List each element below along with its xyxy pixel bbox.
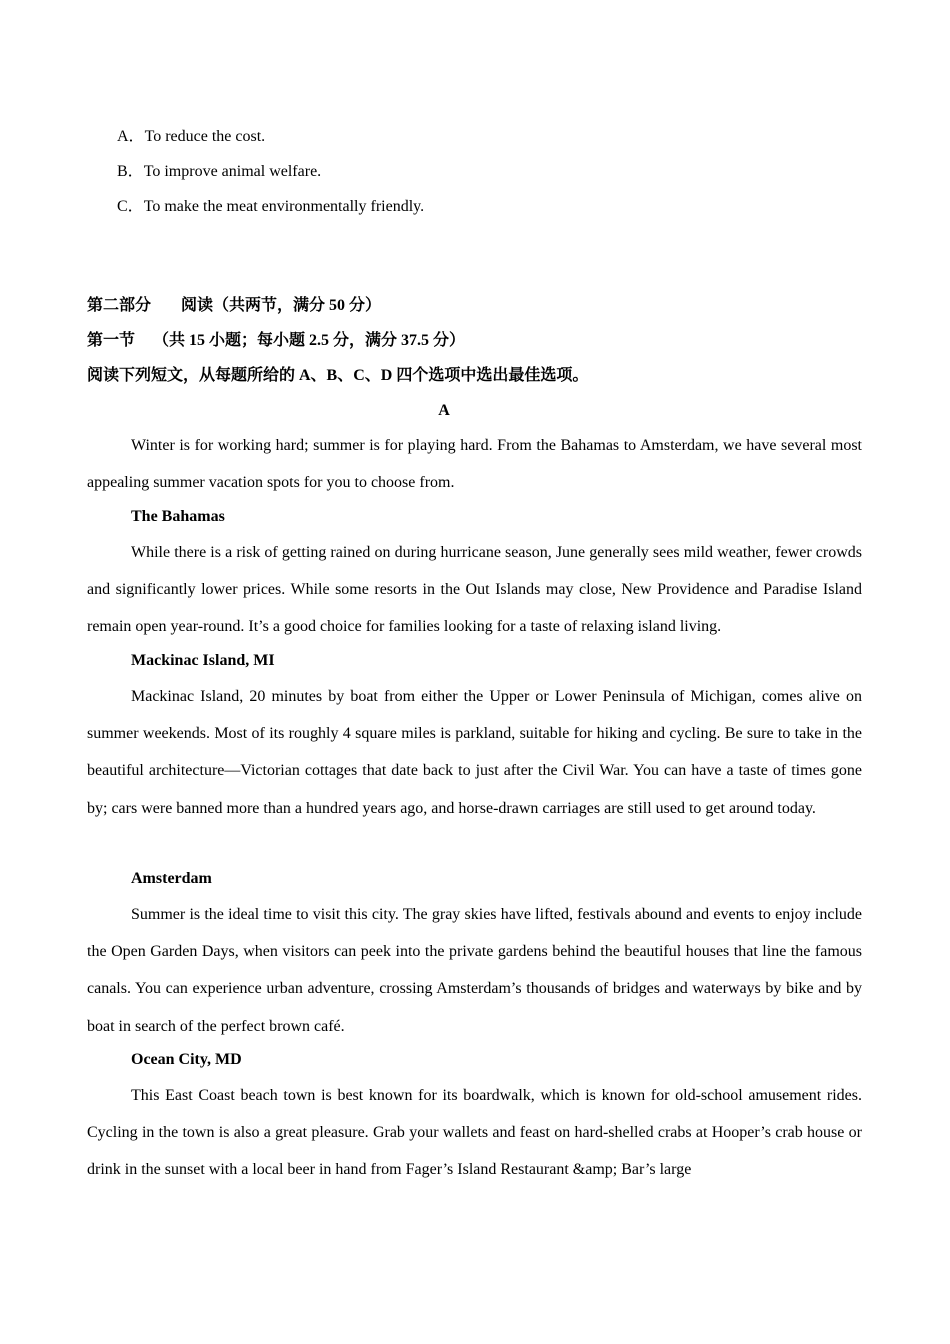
answer-option-a	[117, 127, 265, 147]
part-heading	[87, 296, 381, 316]
part-title: 阅读（共两节，满分 50 分）	[181, 297, 382, 314]
spot-paragraph-bahamas: While there is a risk of getting rained on during hurricane season, June generally sees mild weather, fewer crowds and significantly lower prices. While some resorts in the Out Islands may close, New Providence and Paradise Island remain open year-round. It’s a good choice for families looking for a taste of relaxing island living.	[87, 544, 862, 636]
section-heading	[87, 331, 465, 351]
spot-paragraph-mackinac: Mackinac Island, 20 minutes by boat from either the Upper or Lower Peninsula of Michigan, comes alive on summer weekends. Most of its roughly 4 square miles is parkland, suitable for hiking and cycling. Be sure to take in the beautiful architecture—Victorian cottages that date back to just after the Civil War. You can have a taste of times gone by; cars were banned more than a hundred years ago, and horse-drawn carriages are still used to get around today.	[87, 688, 862, 817]
spot-paragraph-amsterdam: Summer is the ideal time to visit this city. The gray skies have lifted, festivals abound and events to enjoy include the Open Garden Days, when visitors can peek into the private gardens behind the beautiful houses that line the famous canals. You can experience urban adventure, crossing Amsterdam’s thousands of bridges and waterways by bike and by boat in search of the perfect brown café.	[87, 906, 862, 1035]
instruction-line: 阅读下列短文，从每题所给的 A、B、C、D 四个选项中选出最佳选项。	[87, 367, 589, 384]
passage-title: A	[438, 402, 450, 419]
option-letter: C．	[117, 198, 144, 215]
answer-option-b	[117, 162, 321, 182]
section-label: 第一节	[87, 332, 136, 349]
option-text: To reduce the cost.	[144, 128, 266, 145]
spot-heading-bahamas: The Bahamas	[131, 508, 225, 525]
option-text: To improve animal welfare.	[143, 163, 322, 180]
answer-option-c	[117, 197, 424, 217]
part-label: 第二部分	[87, 297, 152, 314]
option-letter: B．	[117, 163, 144, 180]
option-letter: A．	[117, 128, 145, 145]
spot-heading-ocean-city: Ocean City, MD	[131, 1051, 242, 1068]
section-title: （共 15 小题；每小题 2.5 分，满分 37.5 分）	[153, 332, 466, 349]
option-text: To make the meat environmentally friendly.	[143, 198, 425, 215]
intro-paragraph: Winter is for working hard; summer is for playing hard. From the Bahamas to Amsterdam, we have several most appealing summer vacation spots for you to choose from.	[87, 437, 862, 492]
spot-paragraph-ocean-city: This East Coast beach town is best known for its boardwalk, which is known for old-school amusement rides. Cycling in the town is also a great pleasure. Grab your wallets and feast on hard-shelled crabs at Hooper’s crab house or drink in the sunset with a local beer in hand from Fager’s Island Restaurant &amp; Bar’s large	[87, 1087, 862, 1179]
spot-heading-mackinac: Mackinac Island, MI	[131, 652, 275, 669]
spot-heading-amsterdam: Amsterdam	[131, 870, 212, 887]
